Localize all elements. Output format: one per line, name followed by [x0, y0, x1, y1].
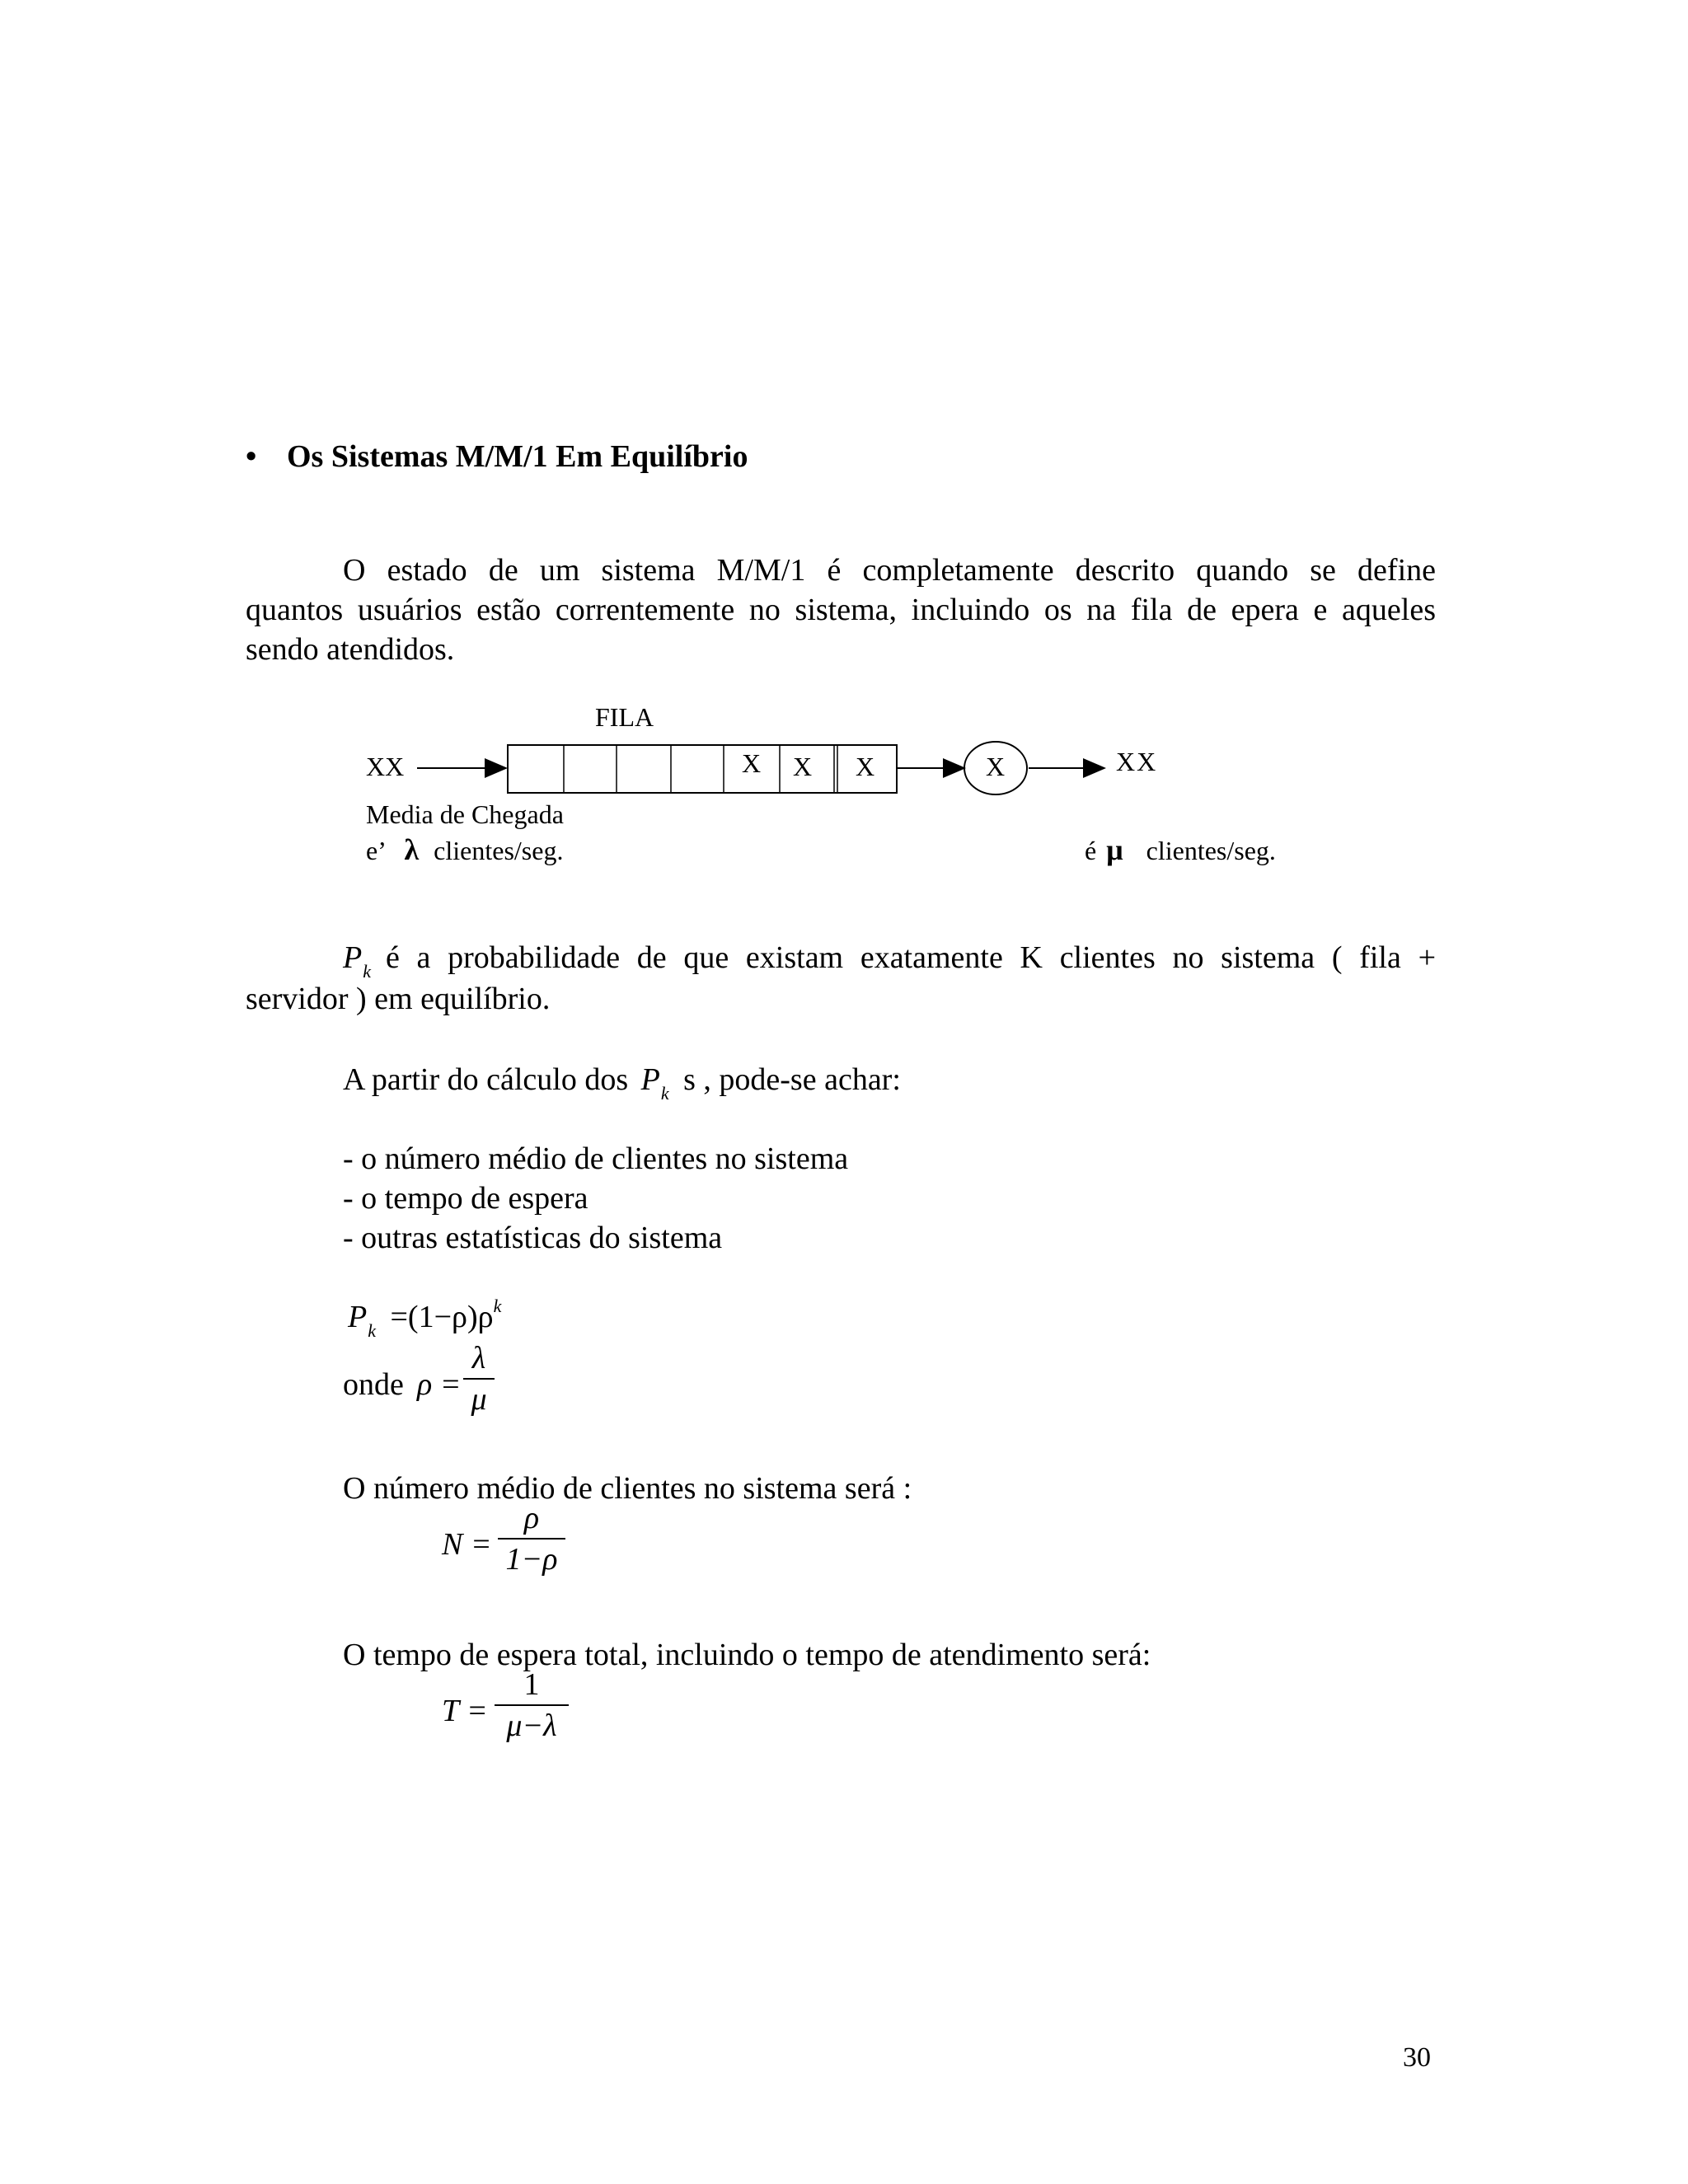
pk-paragraph-line-2: servidor ) em equilíbrio.	[246, 982, 551, 1016]
intro-line-1-text: O estado de um sistema M/M/1 é completamente descrito quando se define	[343, 553, 1436, 588]
service-prefix: é	[1085, 836, 1097, 865]
service-unit: clientes/seg.	[1146, 836, 1276, 865]
server-item: X	[986, 752, 1006, 781]
formula-pk-lhs: P	[348, 1300, 368, 1334]
pk-line-1-text: é a probabilidade de que existam exatamente K clientes no sistema ( fila +	[385, 940, 1436, 975]
queue-item: X	[742, 748, 762, 778]
fraction-bar	[463, 1378, 495, 1380]
formula-n-denominator: 1−ρ	[505, 1542, 558, 1577]
departures-label: XX	[1116, 747, 1158, 776]
arrival-caption-prefix: e’	[366, 836, 385, 865]
pk-paragraph-line-1	[343, 938, 1436, 982]
formula-n-lhs: N =	[442, 1527, 492, 1562]
from-calc-before: A partir do cálculo dos	[343, 1062, 629, 1097]
pk-subscript: k	[363, 961, 371, 982]
arrivals-label: XX	[366, 752, 405, 781]
list-item: - o número médio de clientes no sistema	[343, 1141, 849, 1176]
mu-symbol: μ	[1106, 833, 1123, 866]
arrival-unit: clientes/seg.	[434, 836, 564, 865]
queue-diagram	[0, 692, 1688, 898]
arrival-caption-line-2	[366, 832, 563, 867]
queue-diagram-graphics	[0, 692, 1688, 898]
formula-rho-lhs: ρ =	[417, 1367, 462, 1402]
heading-text: Os Sistemas M/M/1 Em Equilíbrio	[287, 439, 748, 474]
queue-item: X	[856, 752, 875, 781]
arrival-caption-line-1: Media de Chegada	[366, 799, 564, 829]
formula-pk	[348, 1297, 501, 1341]
bullet-icon: •	[246, 439, 257, 474]
formula-rho-fraction	[463, 1340, 495, 1418]
formula-t-numerator: 1	[523, 1667, 540, 1702]
intro-line-2: quantos usuários estão correntemente no sistema, incluindo os na fila de epera e aqueles	[246, 593, 1436, 627]
pk-symbol: P	[640, 1062, 660, 1097]
formula-pk-sub: k	[368, 1320, 376, 1341]
formula-t-denominator: μ−λ	[506, 1708, 557, 1743]
lambda-symbol: λ	[404, 833, 420, 866]
formula-n-fraction	[498, 1500, 565, 1577]
formula-rho-denominator: μ	[471, 1382, 487, 1417]
n-sentence: O número médio de clientes no sistema será :	[343, 1471, 912, 1506]
from-calc-line	[343, 1060, 901, 1104]
formula-pk-rhs: =(1−ρ)ρ	[390, 1300, 494, 1334]
pk-symbol: P	[343, 940, 363, 975]
t-sentence: O tempo de espera total, incluindo o tempo de atendimento será:	[343, 1638, 1151, 1672]
formula-pk-sup: k	[493, 1296, 502, 1316]
formula-t-fraction	[495, 1666, 569, 1744]
pk-subscript: k	[660, 1083, 669, 1104]
list-item: - outras estatísticas do sistema	[343, 1221, 723, 1255]
list-item: - o tempo de espera	[343, 1181, 588, 1216]
fraction-bar	[498, 1538, 565, 1540]
queue-buffer	[508, 745, 897, 793]
formula-t-lhs: T =	[442, 1694, 488, 1728]
formula-rho-numerator: λ	[471, 1341, 486, 1376]
section-heading	[246, 437, 748, 476]
intro-line-1	[343, 551, 1436, 590]
formula-rho-word: onde	[343, 1367, 404, 1402]
page-number: 30	[1403, 2042, 1431, 2073]
intro-line-3: sendo atendidos.	[246, 632, 455, 667]
from-calc-after: s , pode-se achar:	[683, 1062, 901, 1097]
formula-n-numerator: ρ	[523, 1501, 540, 1535]
queue-label: FILA	[595, 702, 654, 732]
queue-item: X	[793, 752, 813, 781]
fraction-bar	[495, 1704, 569, 1706]
service-caption	[1085, 832, 1276, 867]
